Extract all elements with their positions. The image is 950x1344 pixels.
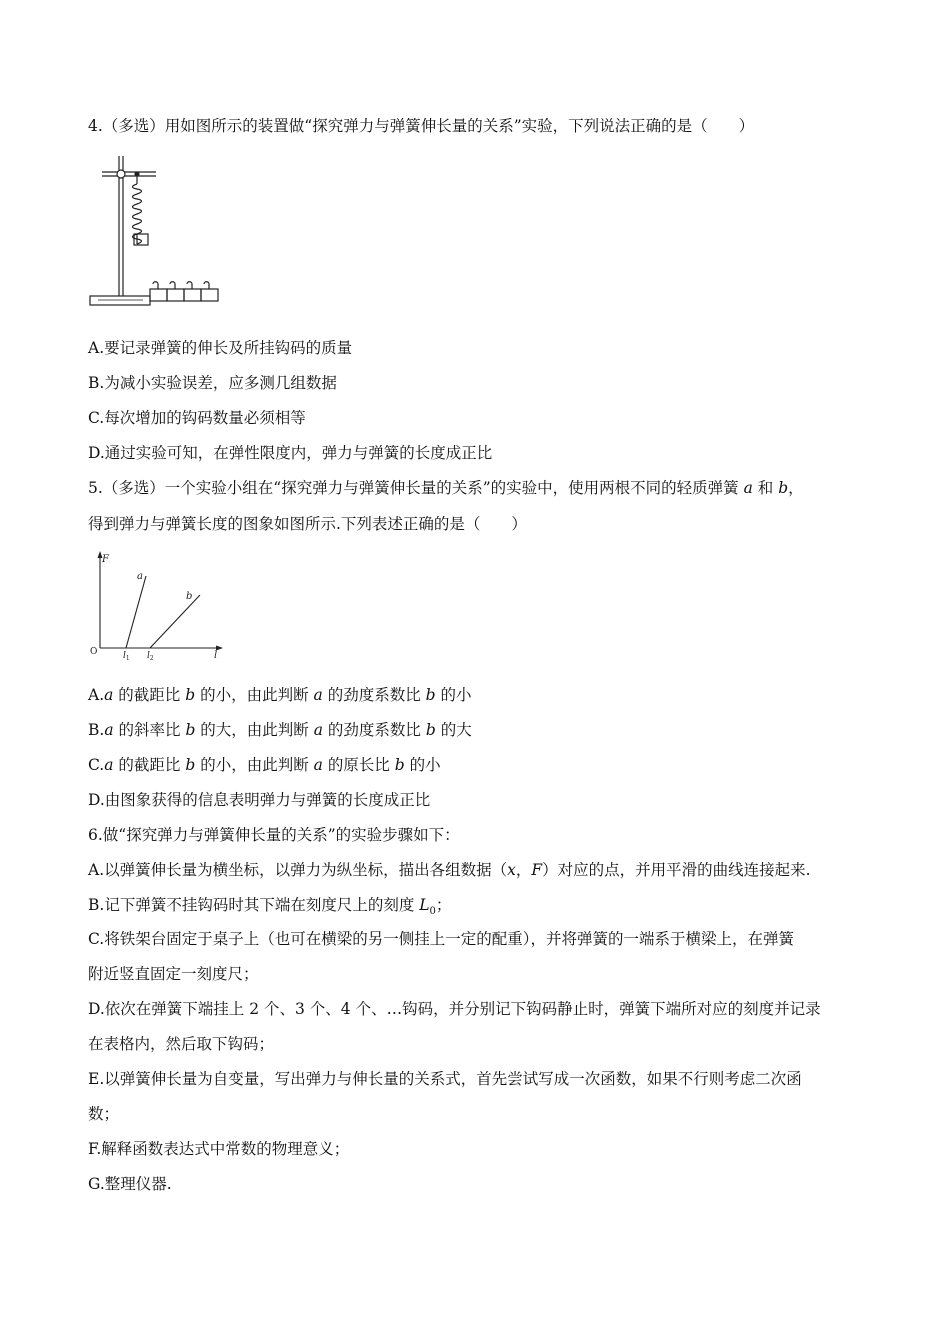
q4-option-b: B.为减小实验误差，应多测几组数据	[88, 374, 337, 392]
origin-label: O	[90, 647, 98, 657]
weights-set	[150, 282, 218, 301]
q5-option-a: A.a 的截距比 b 的小，由此判断 a 的劲度系数比 b 的小	[88, 686, 472, 704]
hanging-weight	[134, 234, 148, 245]
q4-stem: 4.（多选）用如图所示的装置做“探究弹力与弹簧伸长量的关系”实验，下列说法正确的是（ ）	[88, 117, 755, 135]
q6-step-g: G.整理仪器.	[88, 1175, 172, 1193]
q5-option-d: D.由图象获得的信息表明弹力与弹簧的长度成正比	[88, 791, 431, 809]
x-axis-label: l	[214, 650, 218, 660]
tick-l1: $l_1$	[123, 651, 130, 660]
line-a-label: a	[137, 571, 143, 582]
q6-step-e-line2: 数；	[88, 1105, 120, 1123]
clamp	[117, 170, 125, 178]
q6-step-d-line2: 在表格内，然后取下钩码；	[88, 1035, 275, 1053]
q5-stem-line1: 5.（多选）一个实验小组在“探究弹力与弹簧伸长量的关系”的实验中，使用两根不同的轻质弹簧 a 和 b，	[88, 479, 804, 497]
q4-option-d: D.通过实验可知，在弹性限度内，弹力与弹簧的长度成正比	[88, 444, 493, 462]
line-b-label: b	[186, 591, 193, 602]
q4-option-a: A.要记录弹簧的伸长及所挂钩码的质量	[88, 339, 353, 357]
q5-option-c: C.a 的截距比 b 的小，由此判断 a 的原长比 b 的小	[88, 756, 441, 774]
stand-base	[90, 296, 150, 305]
q6-step-f: F.解释函数表达式中常数的物理意义；	[88, 1140, 350, 1158]
q6-step-c-line2: 附近竖直固定一刻度尺；	[88, 965, 259, 983]
tick-l2: $l_2$	[147, 651, 154, 660]
line-b	[150, 595, 200, 648]
q5-stem-line2: 得到弹力与弹簧长度的图象如图所示.下列表述正确的是（ ）	[88, 515, 527, 533]
line-a	[126, 576, 146, 648]
q6-step-e-line1: E.以弹簧伸长量为自变量，写出弹力与伸长量的关系式，首先尝试写成一次函数，如果不行则考虑二次函	[88, 1070, 802, 1088]
q6-step-d-line1: D.依次在弹簧下端挂上 2 个、3 个、4 个、…钩码，并分别记下钩码静止时，弹簧下端所对应的刻度并记录	[88, 1000, 821, 1018]
q6-step-c-line1: C.将铁架台固定于桌子上（也可在横梁的另一侧挂上一定的配重），并将弹簧的一端系于横梁上，在弹簧	[88, 930, 794, 948]
spring-apparatus-figure	[88, 150, 233, 310]
q4-option-c: C.每次增加的钩码数量必须相等	[88, 409, 306, 427]
q6-stem: 6.做“探究弹力与弹簧伸长量的关系”的实验步骤如下：	[88, 826, 460, 844]
q5-option-b: B.a 的斜率比 b 的大，由此判断 a 的劲度系数比 b 的大	[88, 721, 472, 739]
q6-step-a: A.以弹簧伸长量为横坐标，以弹力为纵坐标，描出各组数据（x，F）对应的点，并用平滑的曲线连接起来.	[88, 861, 811, 879]
y-axis-label: F	[102, 554, 109, 565]
force-length-graph	[88, 548, 228, 660]
q6-step-b: B.记下弹簧不挂钩码时其下端在刻度尺上的刻度 $L_0$；	[88, 896, 452, 918]
